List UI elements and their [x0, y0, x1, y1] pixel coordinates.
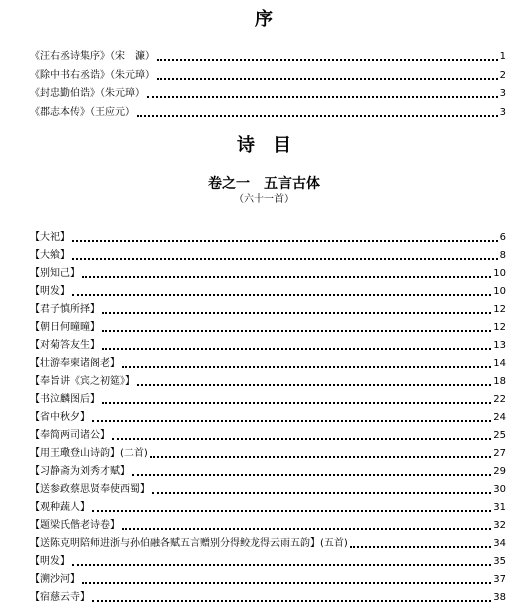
- toc-entry-title: 【溯沙河】: [30, 574, 80, 585]
- toc-entry-title: 【书泣麟图后】: [30, 394, 100, 405]
- dot-leader: [350, 546, 491, 548]
- toc-entry: [30, 553, 506, 569]
- toc-entry: [30, 535, 506, 551]
- dot-leader: [72, 294, 491, 296]
- toc-entry: [30, 571, 506, 587]
- toc-entry: [30, 517, 506, 533]
- toc-entry: [30, 499, 506, 515]
- toc-entry-title: 【奉简两司诸公】: [30, 430, 110, 441]
- toc-entry-page-number: 8: [499, 250, 506, 261]
- toc-entry-page-number: 22: [493, 394, 506, 405]
- toc-entry-title: 【别知己】: [30, 268, 80, 279]
- toc-entry-page-number: 3: [499, 88, 506, 99]
- toc-entry-page-number: 30: [493, 484, 506, 495]
- toc-entry: [30, 301, 506, 317]
- toc-entry-title: 【宿慈云寺】: [30, 592, 90, 603]
- toc-entry-title: 【大飨】: [30, 250, 70, 261]
- toc-entry-title: 【观种蔬人】: [30, 502, 90, 513]
- dot-leader: [72, 240, 498, 242]
- toc-entry-title: 《郡志本传》（王应元）: [30, 106, 135, 118]
- toc-entry: [30, 104, 506, 120]
- toc-entry-title: 【送参政蔡思贤奉使西蜀】: [30, 484, 150, 495]
- toc-entry-page-number: 12: [493, 322, 506, 333]
- toc-entry-title: 【省中秋夕】: [30, 412, 90, 423]
- toc-entry: [30, 85, 506, 101]
- toc-entry-page-number: 3: [499, 106, 506, 118]
- toc-entry-page-number: 34: [493, 538, 506, 549]
- toc-entry-title: 【送陈克明陪师进浙与孙伯融各赋五言赠别分得鲛龙得云雨五韵】(五首): [30, 538, 348, 549]
- dot-leader: [72, 258, 498, 260]
- toc-entry-page-number: 35: [493, 556, 506, 567]
- toc-entry-title: 《汪右丞诗集序》（宋 濂）: [30, 51, 155, 62]
- toc-entry-page-number: 10: [493, 286, 506, 297]
- toc-entry: [30, 463, 506, 479]
- toc-entry-title: 《封忠勤伯诰》（朱元璋）: [30, 88, 145, 99]
- dot-leader: [147, 96, 498, 98]
- toc-entry: [30, 283, 506, 299]
- dot-leader: [102, 312, 491, 314]
- dot-leader: [137, 384, 491, 386]
- dot-leader: [137, 115, 498, 117]
- dot-leader: [132, 474, 491, 476]
- dot-leader: [102, 402, 491, 404]
- dot-leader: [122, 366, 491, 368]
- toc-entry-title: 《除中书右丞诰》（朱元璋）: [30, 69, 155, 81]
- toc-entry-title: 【大祀】: [30, 232, 70, 243]
- toc-entry: [30, 247, 506, 263]
- toc-entry-title: 【习静斋为刘秀才赋】: [30, 466, 130, 477]
- toc-entry-page-number: 38: [493, 592, 506, 603]
- toc-entry: [30, 373, 506, 389]
- toc-entry-page-number: 10: [493, 268, 506, 279]
- toc-entry-title: 【题梁氏偕老诗卷】: [30, 520, 120, 531]
- toc-entry: [30, 355, 506, 371]
- dot-leader: [72, 564, 491, 566]
- toc-entry: [30, 391, 506, 407]
- dot-leader: [102, 330, 491, 332]
- toc-entry: [30, 481, 506, 497]
- dot-leader: [82, 582, 491, 584]
- toc-entry-title: 【壮游奉柬诸阁老】: [30, 358, 120, 369]
- toc-entry-page-number: 24: [493, 412, 506, 423]
- toc-entry-page-number: 6: [499, 232, 506, 243]
- contents-title: 诗 目: [237, 135, 291, 156]
- dot-leader: [92, 420, 491, 422]
- toc-entry-page-number: 32: [493, 520, 506, 531]
- dot-leader: [112, 438, 491, 440]
- dot-leader: [150, 456, 491, 458]
- dot-leader: [82, 276, 491, 278]
- toc-entry-title: 【用王璥登山诗韵】(二首): [30, 448, 148, 459]
- toc-entry-title: 【奉旨讲《宾之初筵》】: [30, 376, 135, 387]
- toc-entry: [30, 229, 506, 245]
- toc-entry-title: 【明发】: [30, 286, 70, 297]
- toc-entry-page-number: 18: [493, 376, 506, 387]
- toc-entry-page-number: 29: [493, 466, 506, 477]
- toc-entry: [30, 265, 506, 281]
- toc-entry-title: 【君子慎所择】: [30, 304, 100, 315]
- toc-entry-title: 【朝日何曈曈】: [30, 322, 100, 333]
- toc-entry: [30, 427, 506, 443]
- toc-entry-page-number: 25: [493, 430, 506, 441]
- toc-entry-page-number: 27: [493, 448, 506, 459]
- toc-entry: [30, 67, 506, 83]
- volume-title: 卷之一 五言古体: [208, 176, 320, 192]
- toc-entry-title: 【明发】: [30, 556, 70, 567]
- dot-leader: [157, 59, 498, 61]
- dot-leader: [157, 78, 498, 80]
- dot-leader: [152, 492, 491, 494]
- toc-entry-page-number: 12: [493, 304, 506, 315]
- dot-leader: [92, 510, 491, 512]
- poem-count-note: （六十一首）: [234, 194, 294, 205]
- toc-entry: [30, 589, 506, 605]
- toc-entry-page-number: 37: [493, 574, 506, 585]
- toc-entry-page-number: 13: [493, 340, 506, 351]
- toc-entry: [30, 319, 506, 335]
- dot-leader: [92, 600, 491, 602]
- toc-entry: [30, 409, 506, 425]
- preface-title: 序: [255, 9, 273, 30]
- toc-entry-page-number: 2: [499, 69, 506, 81]
- toc-entry: [30, 337, 506, 353]
- toc-entry: [30, 445, 506, 461]
- toc-entry-title: 【对菊答友生】: [30, 340, 100, 351]
- toc-entry-page-number: 14: [493, 358, 506, 369]
- toc-entry-page-number: 31: [493, 502, 506, 513]
- toc-entry-page-number: 1: [499, 51, 506, 62]
- dot-leader: [122, 528, 491, 530]
- dot-leader: [102, 348, 491, 350]
- toc-entry: [30, 48, 506, 64]
